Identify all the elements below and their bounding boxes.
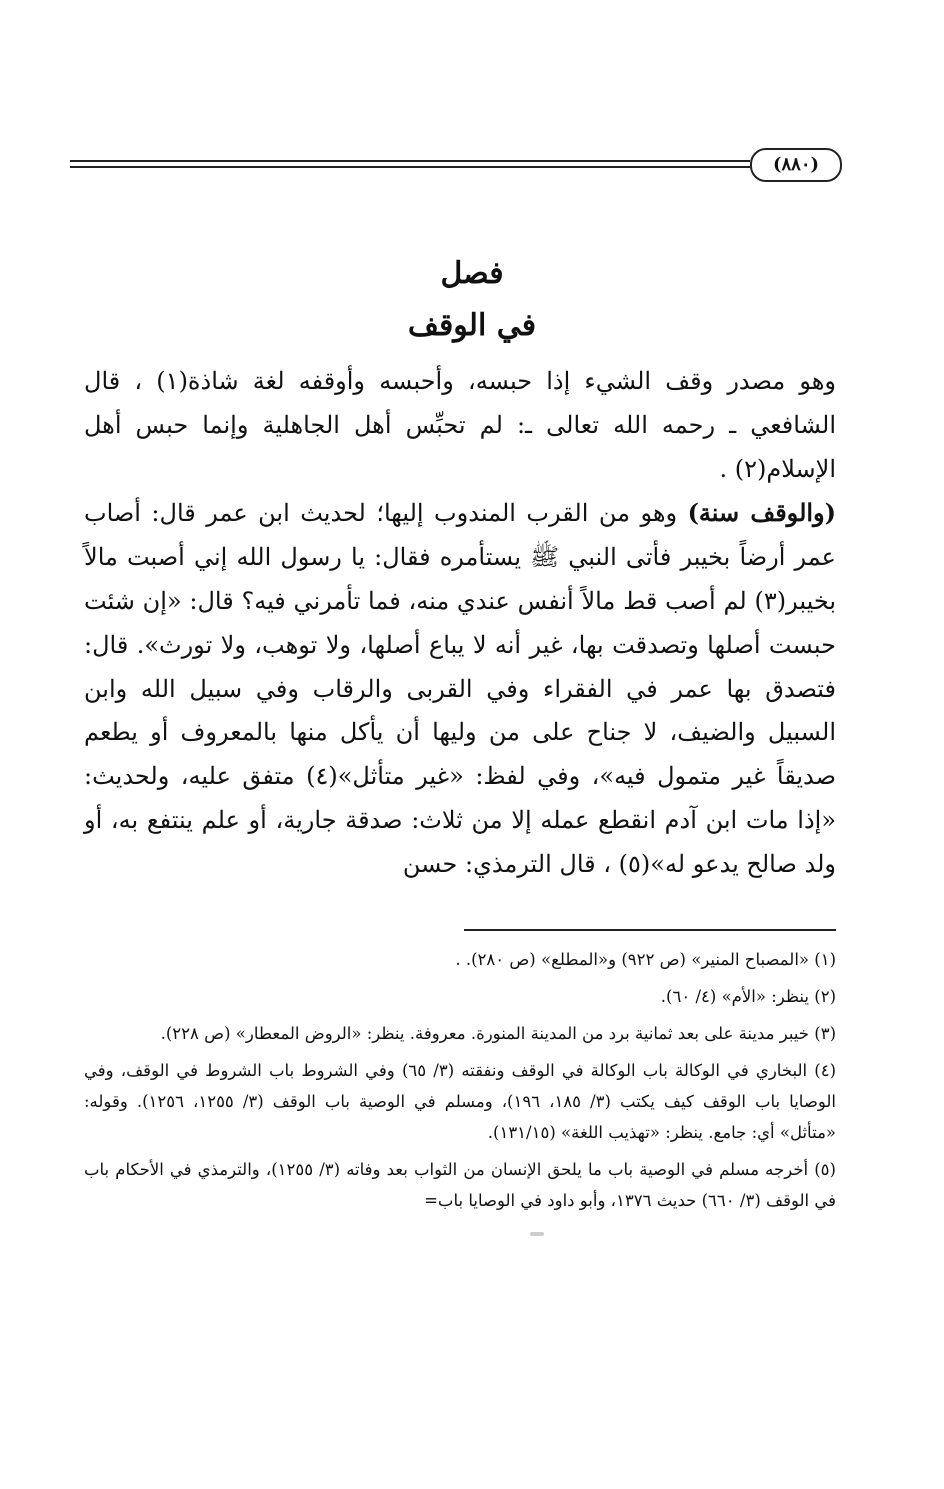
scan-smudge [530, 1232, 544, 1236]
page-header [70, 148, 870, 182]
footnote-4: (٤) البخاري في الوكالة باب الوكالة في الوقف ونفقته (٣/ ٦٥) وفي الشروط باب الشروط في الوقف، وفي الوصايا باب الوقف كيف يكتب (٣/ ١٨٥، ١٩٦)، ومسلم في الوصية باب الوقف (٣/ ١٢٥٥، ١٢٥٦). وقوله: «متأثل» أي: جامع. ينظر: «تهذيب اللغة» (١٣١/١٥). [84, 1061, 836, 1142]
section-titles [0, 248, 944, 352]
header-rule-top [70, 160, 750, 162]
header-rule-bottom [70, 166, 750, 168]
footnote-3: (٣) خيبر مدينة على بعد ثمانية برد من المدينة المنورة. معروفة. ينظر: «الروض المعطار» (ص ٢٢٨). [160, 1024, 836, 1043]
paragraph-2-body: وهو من القرب المندوب إليها؛ لحديث ابن عمر قال: أصاب عمر أرضاً بخيبر فأتى النبي ﷺ يستأمره فقال: يا رسول الله إني أصبت مالاً بخيبر(٣) لم أصب قط مالاً أنفس عندي منه، فما تأمرني فيه؟ قال: «إن شئت حبست أصلها وتصدقت بها، غير أنه لا يباع أصلها، ولا توهب، ولا تورث». قال: فتصدق بها عمر في الفقراء وفي القربى والرقاب وفي سبيل الله وابن السبيل والضيف، لا جناح على من وليها أن يأكل منها بالمعروف أو يطعم صديقاً غير متمول فيه»، وفي لفظ: «غير متأثل»(٤) متفق عليه، ولحديث: «إذا مات ابن آدم انقطع عمله إلا من ثلاث: صدقة جارية، أو علم ينتفع به، أو ولد صالح يدعو له»(٥) ، قال الترمذي: حسن [84, 499, 836, 878]
footnote-separator [464, 929, 836, 931]
main-text [84, 360, 836, 887]
paragraph-1: وهو مصدر وقف الشيء إذا حبسه، وأحبسه وأوقفه لغة شاذة(١) ، قال الشافعي ـ رحمه الله تعالى ـ: لم تحبِّس أهل الجاهلية وإنما حبس أهل الإسلام(٢) . [84, 367, 836, 483]
footnote-5: (٥) أخرجه مسلم في الوصية باب ما يلحق الإنسان من الثواب بعد وفاته (٣/ ١٢٥٥)، والترمذي في الأحكام باب في الوقف (٣/ ٦٦٠) حديث ١٣٧٦، وأبو داود في الوصايا باب= [84, 1160, 836, 1210]
footnote-1: (١) «المصباح المنير» (ص ٩٢٢) و«المطلع» (ص ٢٨٠). . [455, 950, 836, 969]
footnotes [84, 944, 836, 1222]
paragraph-2 [84, 491, 836, 886]
page-number: (٨٨٠) [750, 148, 842, 182]
section-subtitle: في الوقف [407, 308, 537, 343]
paragraph-2-lead: (والوقف سنة) [687, 498, 836, 528]
section-title: فصل [440, 256, 504, 291]
footnote-2: (٢) ينظر: «الأم» (٤/ ٦٠). [660, 987, 836, 1006]
